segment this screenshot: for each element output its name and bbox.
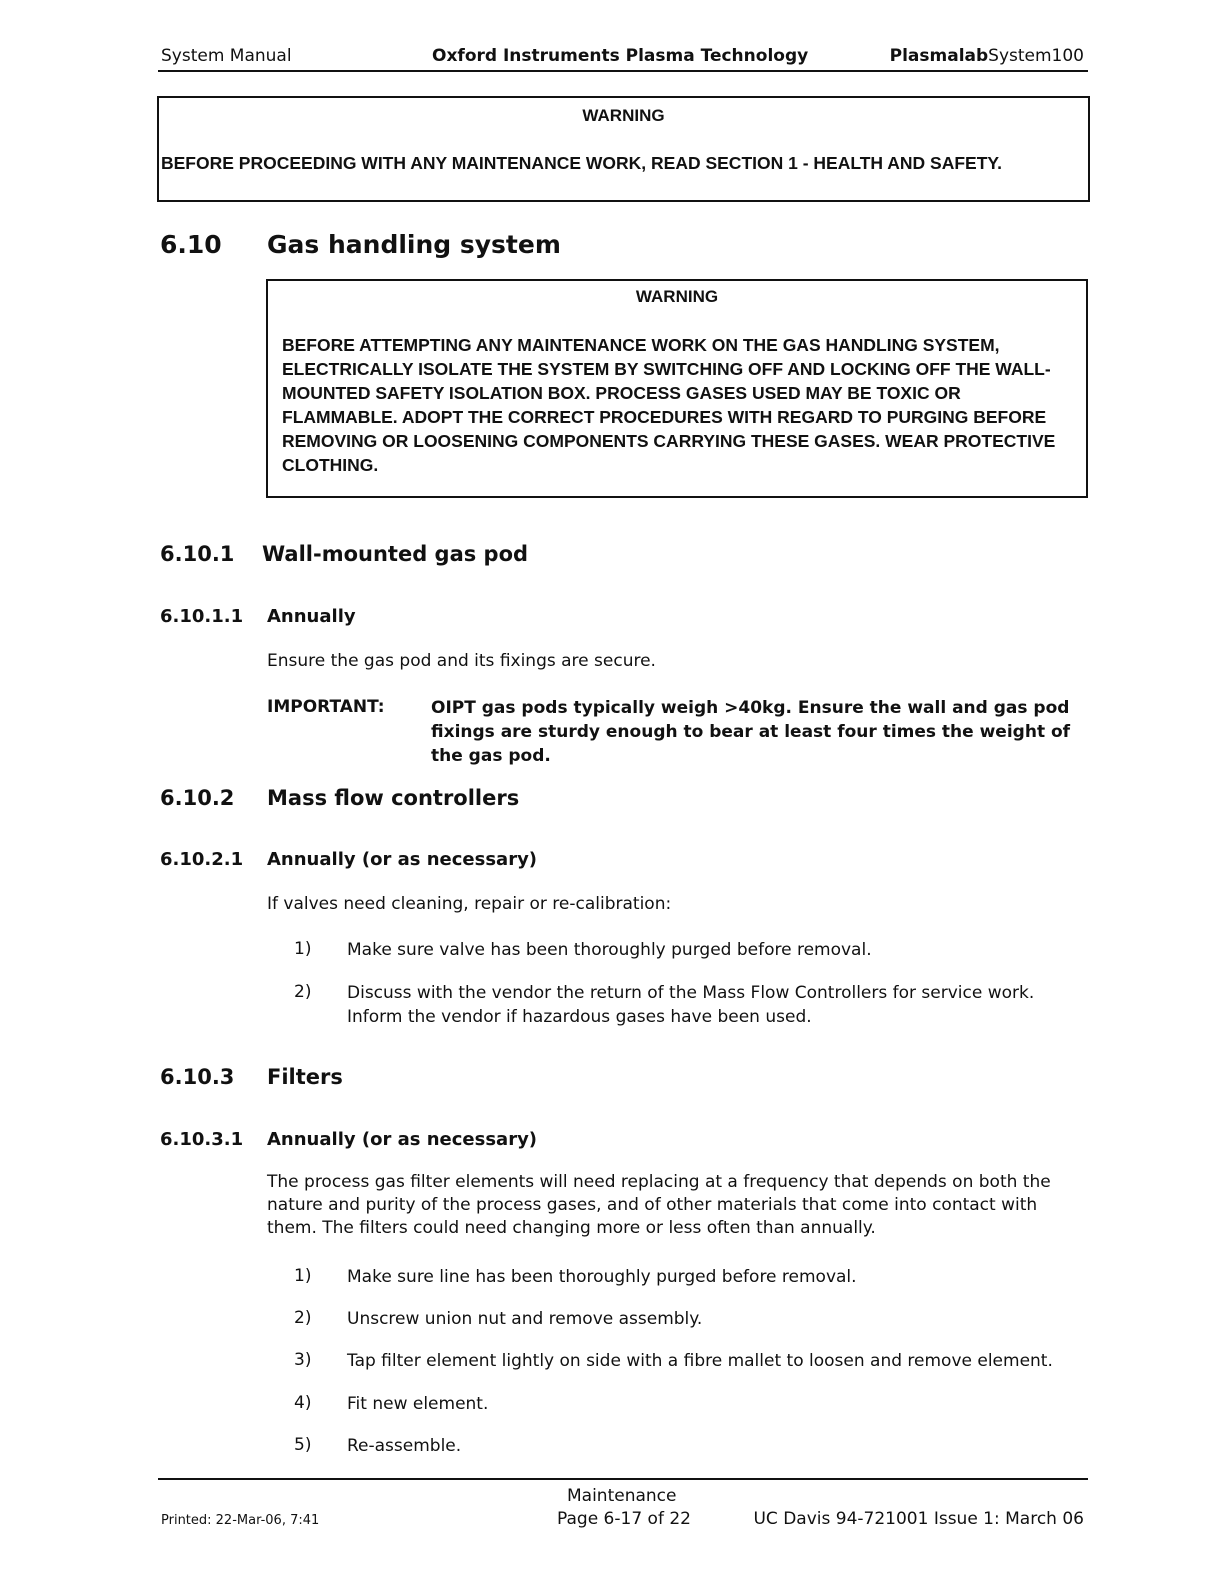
list-item-number: 2) xyxy=(294,1308,312,1328)
paragraph: Ensure the gas pod and its fixings are secure. xyxy=(267,651,656,671)
list-item: Fit new element. xyxy=(347,1394,489,1414)
section-warning-box xyxy=(266,279,1088,498)
subsubsection-number: 6.10.2.1 xyxy=(160,849,244,870)
list-item-number: 1) xyxy=(294,939,312,959)
important-label: IMPORTANT: xyxy=(267,697,385,717)
header-divider xyxy=(158,70,1088,72)
paragraph: If valves need cleaning, repair or re-calibration: xyxy=(267,894,672,914)
footer-printed-date: Printed: 22-Mar-06, 7:41 xyxy=(161,1513,320,1528)
subsection-number: 6.10.3 xyxy=(160,1065,235,1089)
subsection-title: Filters xyxy=(267,1065,343,1089)
subsubsection-title: Annually (or as necessary) xyxy=(267,849,538,870)
footer-divider xyxy=(158,1478,1088,1480)
header-product-bold: Plasmalab xyxy=(889,46,989,66)
list-item-number: 2) xyxy=(294,982,312,1002)
footer-section-name: Maintenance xyxy=(567,1486,677,1506)
list-item: Re-assemble. xyxy=(347,1436,462,1456)
top-warning-title: WARNING xyxy=(582,106,665,125)
footer-issue: UC Davis 94-721001 Issue 1: March 06 xyxy=(753,1509,1084,1529)
footer-page-number: Page 6-17 of 22 xyxy=(557,1509,691,1529)
list-item-number: 1) xyxy=(294,1266,312,1286)
subsubsection-number: 6.10.3.1 xyxy=(160,1129,244,1150)
important-text: OIPT gas pods typically weigh >40kg. Ensure the wall and gas pod fixings are sturdy enough to bear at least four times the weight of the gas pod. xyxy=(431,698,1071,766)
list-item: Tap filter element lightly on side with a fibre mallet to loosen and remove element. xyxy=(347,1351,1053,1371)
subsection-number: 6.10.1 xyxy=(160,542,235,566)
subsubsection-title: Annually xyxy=(267,606,356,627)
header-product xyxy=(890,46,1084,66)
section-warning-title: WARNING xyxy=(635,287,719,306)
section-title: Gas handling system xyxy=(267,230,561,259)
list-item: Discuss with the vendor the return of the Mass Flow Controllers for service work. Inform the vendor if hazardous gases have been used. xyxy=(347,983,1035,1027)
top-warning-text: BEFORE PROCEEDING WITH ANY MAINTENANCE WORK, READ SECTION 1 - HEALTH AND SAFETY. xyxy=(161,153,1002,173)
list-item: Make sure valve has been thoroughly purged before removal. xyxy=(347,940,872,960)
subsection-title: Mass flow controllers xyxy=(267,786,520,810)
paragraph: The process gas filter elements will need replacing at a frequency that depends on both the nature and purity of the process gases, and of other materials that come into contact with them. The filters could need changing more or less often than annually. xyxy=(267,1172,1051,1238)
header-company: Oxford Instruments Plasma Technology xyxy=(432,46,809,66)
header-product-regular: System100 xyxy=(988,46,1084,66)
list-item-number: 5) xyxy=(294,1435,312,1455)
top-warning-box xyxy=(157,96,1090,202)
list-item-number: 4) xyxy=(294,1393,312,1413)
subsection-title: Wall-mounted gas pod xyxy=(262,542,529,566)
section-number: 6.10 xyxy=(160,230,222,259)
subsection-number: 6.10.2 xyxy=(160,786,235,810)
list-item: Unscrew union nut and remove assembly. xyxy=(347,1309,703,1329)
section-warning-text: BEFORE ATTEMPTING ANY MAINTENANCE WORK ON THE GAS HANDLING SYSTEM, ELECTRICALLY ISOLATE THE SYSTEM BY SWITCHING OFF AND LOCKING OFF THE WALL-MOUNTED SAFETY ISOLATION BOX. PROCESS GASES USED MAY BE TOXIC OR FLAMMABLE. ADOPT THE CORRECT PROCEDURES WITH REGARD TO PURGING BEFORE REMOVING OR LOOSENING COMPONENTS CARRYING THESE GASES. WEAR PROTECTIVE CLOTHING. xyxy=(282,335,1056,475)
list-item-number: 3) xyxy=(294,1350,312,1370)
subsubsection-number: 6.10.1.1 xyxy=(160,606,244,627)
header-document-title: System Manual xyxy=(161,46,292,66)
list-item: Make sure line has been thoroughly purged before removal. xyxy=(347,1267,857,1287)
subsubsection-title: Annually (or as necessary) xyxy=(267,1129,538,1150)
